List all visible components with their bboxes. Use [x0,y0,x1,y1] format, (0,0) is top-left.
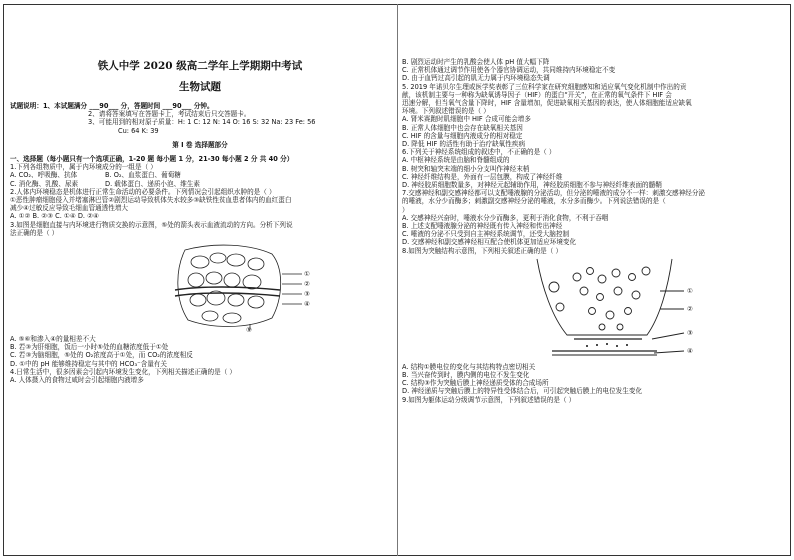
option: C. 正常机体通过调节作用使各个器官协调运动，共同维持内环境稳定不变 [402,66,616,75]
question-text: 5. 2019 年诺贝尔生理或医学奖表彰了三位科学家在研究细胞感知和适应氧气变化机制中作出的贡 [402,82,687,91]
instruction-line: 试题说明：1、本试题满分 ___90___ 分，答题时间 ___90___ 分钟。 [10,102,214,110]
cell-diagram [10,240,390,332]
question-text: 迅速分解，但当氧气含量下降时，HIF 含量增加，促进缺氧相关基因的表达，使人体细胞能适应缺氧 [402,99,692,108]
figure-label: ① [304,270,310,279]
figure-label: ② [687,304,693,313]
column-divider [397,4,398,556]
option: A. ⑤⑥和渗入④的量相差不大 [10,335,96,344]
part-heading: 一、选择题（每小题只有一个选项正确，1-20 题 每小题 1 分，21-30 每小题 2 分 共 40 分） [10,155,294,164]
left-column [10,60,390,384]
synapse-figure [402,257,786,361]
option: C. 若③为脑细胞，⑤处的 O₂浓度高于①处，而 CO₂的浓度相反 [10,351,193,360]
option: A. 交感神经兴奋时，唾液水分少而酶多，更利于消化食物，不利于吞咽 [402,213,609,222]
option: A. 人体摄入的食物过咸时会引起细胞内液增多 [10,376,144,385]
option: D. ①中的 pH 能够维持稳定与其中的 HCO₃⁻含量有关 [10,359,167,368]
option: B. 树突和轴突末端的细小分支叫作神经末梢 [402,164,530,173]
exam-subject: 生物试题 [179,81,221,93]
option: B. 若③为肝细胞，饭后一小时⑤处的血糖浓度低于①处 [10,343,169,352]
figure-label: ③ [687,328,693,337]
question-stem: 6.下列关于神经系统组成的叙述中，不正确的是（ ） [402,148,556,157]
question-options: A. ①② B. ②③ C. ①④ D. ②④ [10,212,99,221]
option: B. 正常人体细胞中也会存在缺氧相关基因 [402,123,523,132]
option: D. 由于血钙过高引起的肌无力属于内环境稳态失调 [402,74,550,83]
tissue-exchange-figure [10,240,390,332]
question-stem: 3.如图是细胞直接与内环境进行物质交换的示意图，⑤处的箭头表示血液流动的方向。分析下列说 [10,220,293,229]
figure-label: ④ [304,300,310,309]
question-text: 献，该机制主要与一种称为缺氧诱导因子（HIF）的蛋白“开关”，在正常的氧气条件下 HIF 会 [402,90,672,99]
option: D. 降低 HIF 的活性有助于治疗缺氧性疾病 [402,140,526,149]
synapse-diagram [402,257,786,361]
option: D. 神经胶质细胞数量多，对神经元起辅助作用，神经胶质细胞不参与神经纤维表面的髓鞘 [402,181,662,190]
question-text: ①恶性肿瘤细胞侵入并堵塞淋巴管②剧烈运动导致机体失水较多③缺铁性贫血患者体内的血红蛋白 [10,196,292,205]
question-text: ） [402,205,409,214]
option: D. 载体蛋白、递质小泡、维生素 [105,179,200,188]
option: C. 神经纤维结构是，外面有一层包膜，构成了神经纤维 [402,172,563,181]
figure-label: ⑤ [246,326,252,333]
option: B. 剧烈运动时产生的乳酸会使人体 pH 值大幅下降 [402,58,550,66]
option: B. O₂、血浆蛋白、葡萄糖 [105,171,181,180]
question-text: 的唾液，水分少而酶多；刺激副交感神经分泌的唾液，水分多而酶少。下列说法错误的是（ [402,197,666,206]
option: C. 结构③作为突触后膜上神经递质受体的合成场所 [402,379,549,388]
instruction-line: 3、可能用到的相对原子质量：H: 1 C: 12 N: 14 O: 16 S: 32 Na: 23 Fe: 56 [88,118,316,127]
figure-label: ④ [687,346,693,355]
option: C. HIF 的含量与细胞内液成分的相对稳定 [402,131,523,140]
option: C. 唾液的分泌不只受到自主神经系统调节，还受大脑控制 [402,230,570,239]
figure-label: ② [304,280,310,289]
right-column [402,58,786,404]
question-stem: 4.日常生活中，很多因素会引起内环境发生变化，下列相关描述正确的是（ ） [10,367,236,376]
option: A. CO₂、呼吸酶、抗体 [10,171,78,180]
exam-title: 铁人中学 2020 级高二学年上学期期中考试 [97,60,303,72]
question-text: 7.交感神经和副交感神经都可以支配唾液腺的分泌活动，但分泌的唾液的成分不一样：刺激交感神经分泌 [402,189,706,198]
question-stem: 2.人体内环境稳态是机体进行正常生命活动的必要条件。下列情况会引起组织水肿的是（ ） [10,187,276,196]
option: D. 神经递质与突触后膜上的特异性受体结合后，可引起突触后膜上的电位发生变化 [402,387,643,396]
question-text: 法正确的是（ ） [10,228,59,237]
instruction-line: 2、请将答案填写在答题卡上，考试结束后只交答题卡。 [88,110,251,119]
question-options [10,180,390,188]
option: B. 上述支配唾液腺分泌的神经既有传入神经和传出神经 [402,222,563,231]
question-stem: 1.下列各组物质中，属于内环境成分的一组是（ ） [10,163,157,172]
question-text: 环境。下列叙述错误的是（ ） [402,107,490,116]
tissue-outline [178,245,281,326]
question-text: 减少④过敏反应导致毛细血管通透性增大 [10,204,129,213]
option: D. 交感神经和副交感神经相互配合使机体更加适应环境变化 [402,238,577,247]
figure-label: ③ [304,290,310,299]
option: A. 结构①膜电位的变化与其结构特点密切相关 [402,362,536,371]
question-options [10,171,390,179]
presynaptic-terminal [537,259,672,335]
option: B. 当兴奋传到时，膜内侧的电位不发生变化 [402,371,530,380]
option: A. 肾米赛跑时肌细胞中 HIF 合成可能会增多 [402,115,531,124]
option: C. 消化酶、乳酸、尿素 [10,179,79,188]
option: A. 中枢神经系统是由脑和脊髓组成的 [402,156,510,165]
figure-label: ① [687,286,693,295]
question-stem: 8.如图为突触结构示意图，下列相关叙述正确的是（ ） [402,246,563,255]
instruction-line: Cu: 64 K: 39 [118,126,159,135]
question-stem: 9.如图为躯体运动分级调节示意图，下列叙述错误的是（ ） [402,395,576,404]
section-heading: 第 I 卷 选择题部分 [172,140,228,149]
